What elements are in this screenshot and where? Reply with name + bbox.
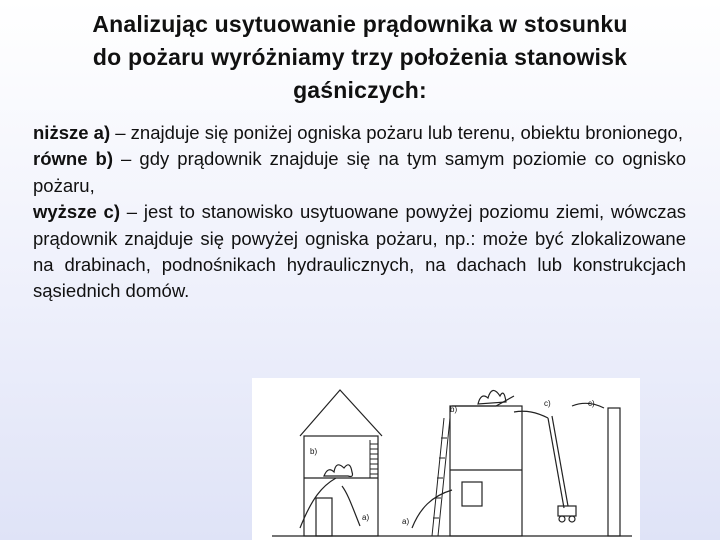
water-jet-a-right (412, 490, 452, 528)
definition-equal (33, 146, 686, 199)
title-line-2: do pożaru wyróżniamy trzy położenia stanowisk (92, 44, 628, 70)
diagram-svg (252, 378, 640, 540)
title-line-3: gaśniczych: (293, 77, 427, 103)
figure-label-b-right: b) (450, 405, 458, 414)
definition-lower (33, 120, 686, 146)
definition-lower-lead: niższe a) (33, 122, 111, 143)
definitions-list (33, 120, 686, 305)
definition-lower-text: – znajduje się poniżej ogniska pożaru lub terenu, obiektu bronionego, (110, 122, 683, 143)
hydraulic-lift-c (514, 411, 576, 522)
figure-label-a-left: a) (362, 513, 370, 522)
left-house-roof (300, 390, 382, 436)
water-jet-a-left (342, 486, 360, 526)
right-building-walls (450, 406, 522, 536)
definition-higher-lead: wyższe c) (33, 201, 120, 223)
right-building-fire (478, 390, 506, 404)
definition-higher (33, 199, 686, 305)
title-line-1: Analizując usytuowanie prądownika w stosunku (92, 11, 628, 37)
right-tower (608, 408, 620, 536)
slide-title (30, 8, 690, 107)
definition-equal-text: – gdy prądownik znajduje się na tym samym poziomie co ognisko pożaru, (33, 148, 686, 196)
right-building-window (462, 482, 482, 506)
figure-label-c-lift: c) (544, 399, 551, 408)
figure-label-c-tower: c) (588, 399, 595, 408)
definition-equal-lead: równe b) (33, 148, 113, 170)
water-jet-b-left (300, 478, 336, 528)
left-house-door (316, 498, 332, 536)
ladder-b (432, 418, 450, 536)
definition-higher-text: – jest to stanowisko usytuowane powyżej poziomu ziemi, wówczas prądownik znajduje się powyżej ogniska pożaru, np.: może być zlokalizowane na drabinach, podnośnikach hydraulicznych, na dachach lub konstrukcjach sąsiednich domów. (33, 201, 686, 302)
figure-label-a-right: a) (402, 517, 410, 526)
left-house-fire (324, 465, 353, 477)
figure-label-b-left: b) (310, 447, 318, 456)
nozzle-positions-diagram (252, 378, 640, 540)
left-house-stairs (370, 440, 378, 478)
